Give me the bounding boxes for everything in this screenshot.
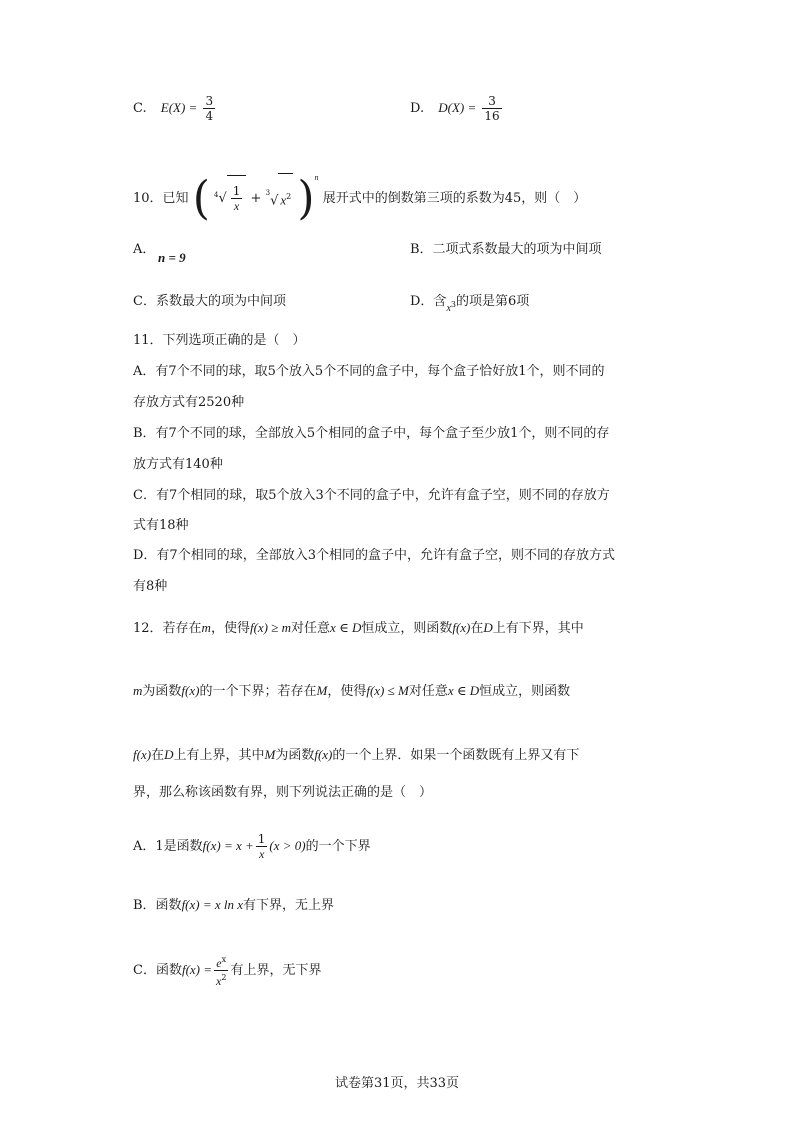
cube-root: $^3$√ $x^2$: [266, 173, 294, 224]
math-condition: (x > 0): [269, 838, 306, 853]
math-expression: n = 9: [158, 250, 186, 265]
q9-option-d: [410, 88, 504, 128]
math-variable: x: [446, 303, 451, 314]
fraction-denominator: x: [233, 199, 240, 213]
fraction: [203, 94, 215, 123]
text: 为函数: [142, 684, 182, 699]
q12-option-b: [133, 895, 334, 916]
question-number: 10．已知: [133, 191, 189, 206]
q11-option-a-line1: A．有7个不同的球，取5个放入5个不同的盒子中，每个盒子恰好放1个，则不同的: [133, 364, 605, 379]
exponent-n: n: [314, 173, 319, 182]
text: 在: [470, 621, 484, 636]
fraction-numerator: 3: [205, 94, 214, 108]
q10-option-d: [410, 292, 529, 319]
q11-option-d-line1: D．有7个相同的球，全部放入3个相同的盒子中，允许有盒子空，则不同的存放方式: [133, 548, 615, 563]
q10-option-b: B．二项式系数最大的项为中间项: [410, 242, 602, 257]
math-expression: f(x): [181, 683, 200, 698]
fraction-numerator: 1: [232, 184, 241, 198]
option-text: D．含: [410, 294, 447, 309]
math-expression: D(X) =: [438, 100, 477, 115]
text: 为函数: [275, 748, 315, 763]
math-expression: f(x) =: [181, 962, 213, 977]
option-text: B．函数: [133, 898, 182, 913]
option-label: C.: [133, 101, 147, 116]
fourth-root: $^4$√ $\frac{1}{x}$: [214, 175, 246, 222]
math-variable: M: [264, 747, 276, 762]
q11-option-c-line1: C．有7个相同的球，取5个放入3个不同的盒子中，允许有盒子空，则不同的存放方: [133, 488, 610, 503]
math-expression: f(x) = x ln x: [181, 897, 244, 912]
text: 的一个上界．如果一个函数既有上界又有下: [332, 748, 580, 763]
math-expression: x ∈ D: [330, 620, 362, 635]
root-index: 4: [214, 191, 219, 199]
fraction-denominator: 16: [484, 109, 500, 123]
q12-option-c: [133, 950, 321, 990]
q12-stem-line3: [133, 745, 579, 766]
q10-option-a-math: [158, 248, 186, 269]
option-text: 有下界，无上界: [243, 898, 335, 913]
q9-option-c: [133, 88, 217, 128]
option-label: D.: [410, 101, 425, 116]
q12-stem-line4: 界，那么称该函数有界，则下列说法正确的是（ ）: [133, 785, 433, 800]
q12-stem-line1: [133, 618, 584, 639]
exponent: x: [221, 955, 227, 964]
math-variable: m: [201, 620, 211, 635]
math-expression: f(x): [452, 620, 471, 635]
q11-option-b-line2: 放方式有140种: [133, 457, 223, 472]
text: 上有下界，其中: [492, 621, 584, 636]
fraction-denominator: x: [216, 974, 222, 988]
fraction: [256, 832, 268, 861]
option-text: C．函数: [133, 963, 182, 978]
q11-option-b-line1: B．有7个不同的球，全部放入5个相同的盒子中，每个盒子至少放1个，则不同的存: [133, 426, 610, 441]
fraction-numerator: e: [216, 956, 222, 970]
root-index: 3: [265, 188, 271, 197]
math-expression: f(x) = x +: [202, 838, 254, 853]
text: 的一个下界；若存在: [199, 684, 317, 699]
q11-option-c-line2: 式有18种: [133, 518, 189, 533]
math-variable: M: [316, 683, 328, 698]
q10-option-c: C．系数最大的项为中间项: [133, 294, 286, 309]
exponent: 2: [221, 973, 227, 982]
text: 上有上界，其中: [173, 748, 265, 763]
option-label: A．: [133, 242, 156, 257]
q10-option-a: [133, 240, 155, 260]
q12-option-a: [133, 826, 371, 866]
math-expression: f(x): [314, 747, 333, 762]
math-variable: D: [483, 620, 493, 635]
fraction: [214, 953, 228, 988]
q11-option-d-line2: 有8种: [133, 579, 168, 594]
option-text: 的一个下界: [305, 839, 371, 854]
q11-option-a-line2: 存放方式有2520种: [133, 395, 245, 410]
math-expression: f(x) ≤ M: [366, 683, 409, 698]
math-expression: E(X) =: [160, 100, 198, 115]
plus-sign: +: [250, 191, 262, 206]
exponent: 3: [450, 300, 456, 309]
math-variable: x: [280, 192, 287, 208]
text: 对任意: [408, 684, 448, 699]
option-text: 有上界，无下界: [230, 963, 322, 978]
text: 恒成立，则函数: [479, 684, 571, 699]
option-text: 的项是第6项: [455, 294, 530, 309]
q12-stem-line2: [133, 681, 570, 702]
fraction-denominator: 4: [205, 109, 214, 123]
left-paren: (: [192, 171, 210, 225]
option-text: A．1是函数: [133, 839, 203, 854]
text: ，使得: [327, 684, 367, 699]
question-text: 展开式中的倒数第三项的系数为45，则（ ）: [322, 191, 587, 206]
text: 12．若存在: [133, 621, 202, 636]
q11-stem: 11．下列选项正确的是（ ）: [133, 333, 306, 348]
text: 对任意: [291, 621, 331, 636]
math-expression: x ∈ D: [447, 683, 480, 698]
q10-stem: [133, 155, 587, 225]
text: 在: [151, 748, 165, 763]
math-expression: f(x): [133, 747, 152, 762]
fraction-numerator: 1: [257, 832, 266, 846]
right-paren: ): [297, 171, 315, 225]
page-footer: 试卷第31页，共33页: [334, 1076, 460, 1091]
fraction-denominator: x: [258, 847, 265, 861]
text: 恒成立，则函数: [361, 621, 453, 636]
math-expression: f(x) ≥ m: [249, 620, 292, 635]
math-variable: m: [133, 683, 143, 698]
text: ，使得: [210, 621, 250, 636]
fraction: [482, 94, 501, 123]
fraction-numerator: 3: [482, 94, 501, 109]
exponent: 2: [286, 191, 292, 201]
math-variable: D: [164, 747, 174, 762]
fraction: [231, 184, 243, 213]
